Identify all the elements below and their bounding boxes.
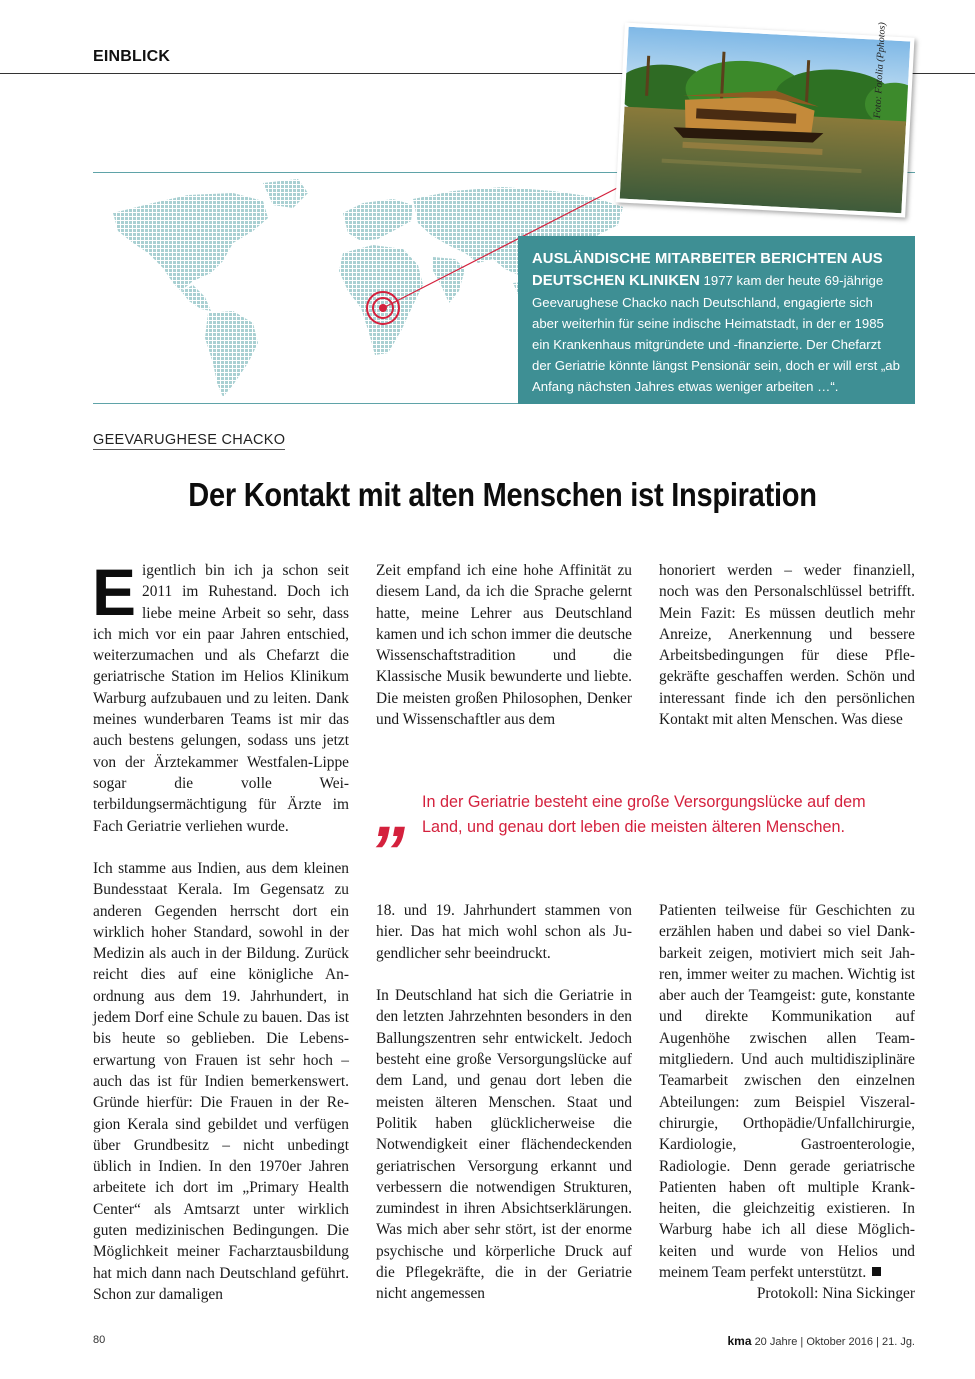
article-column-1	[92, 555, 349, 837]
article-column-2-bottom	[376, 900, 632, 1305]
article-paragraph: 18. und 19. Jahrhundert stammen von hier. Das hat mich wohl schon als Jugendlicher sehr beeindruckt.	[376, 902, 632, 962]
intro-box-heading: AUSLÄNDISCHE MITARBEITER BERICHTEN AUS DEUTSCHEN KLINIKEN	[532, 251, 883, 289]
protocol-credit: Protokoll: Nina Sickinger	[756, 1285, 915, 1303]
article-paragraph: Patienten teilweise für Geschichten zu erzählen haben und dabei so viel Dankbarkeit zeigen, motiviert mich seit Jahren, immer weiter zu machen. Wichtig ist aber auch der Teamgeist: gute, konstante und direkte Kommunikation auf Augenhöhe zwischen allen Teammitgliedern. Und auch multidisziplinäre Teamarbeit zwischen den einzelnen Abteilungen: zum Beispiel Viszeralchirurgie, Orthopädie/Unfallchirurgie, Kardiologie, Gastroenterologie, Radiologie. Denn gerade geriatrische Patienten haben oft multiple Krankheiten, die gleichzeitig existieren. In Warburg habe ich all diese Möglichkeiten und wurde von Helios und meinem Team perfekt unterstützt.	[659, 902, 915, 1282]
intro-box-text: 1977 kam der heute 69-jährige Geevarughese Chacko nach Deutschland, engagierte sich aber weiterhin für seine indische Heimatstadt, in der er 1985 ein Krankenhaus mitgründete und -finanzierte. Der Chefarzt der Geriatrie könnte längst Pensionär sein, doch er will erst „ab Anfang nächsten Jahres etwas weniger arbeiten …“.	[532, 273, 900, 394]
article-column-3-top	[659, 560, 915, 730]
article-column-3-bottom	[659, 900, 915, 1305]
page-number: 80	[93, 1334, 106, 1346]
article-paragraph: honoriert werden – weder finanziell, noch was den Personalschlüssel betrifft. Mein Fazit: Es müssen deutlich mehr Anreize, Anerkennung und bessere Arbeitsbedingungen für diese Pflegekräfte geschaffen werden. Schön und interessant finde ich den persönlichen Kontakt mit alten Menschen. Was diese	[659, 562, 915, 729]
article-column-2-top	[376, 560, 632, 730]
houseboat-photo	[615, 23, 914, 218]
article-paragraph: Zeit empfand ich eine hohe Affinität zu diesem Land, da ich die Sprache gelernt hatte, meine Lehrer aus Deutschland kamen und ich schon immer die deutsche Wissenschaftstradition und die Klassische Musik bewunderte und liebte. Die meisten großen Philosophen, Denker und Wissenschaftler aus dem	[376, 562, 632, 729]
photo-credit: Foto: Fotolia (Pphotos)	[872, 22, 889, 119]
pull-quote: In der Geriatrie besteht eine große Versorgungslücke auf dem Land, und genau dort leben die meisten älteren Menschen.	[422, 793, 866, 836]
drop-cap: E	[92, 555, 137, 629]
quote-mark-icon: „	[376, 772, 412, 852]
article-paragraph: In Deutschland hat sich die Geriatrie in den letzten Jahrzehnten besonders in den Ballungszentren sehr entwickelt. Jedoch besteht eine große Versorgungslücke auf dem Land, und genau dort leben die meisten älteren Menschen. Staat und Politik haben glücklicherweise die Notwendigkeit einer flächendeckenden geriatrischen Versorgung erkannt und verbessern die notwendigen Strukturen, zumindest in ihren Absichtserklärungen. Was mich aber sehr stört, ist der enorme psychische und körperliche Druck auf die Pflegekräfte, die in der Geriatrie nicht angemessen	[376, 987, 632, 1303]
article-paragraph: Eigentlich bin ich ja schon seit 2011 im Ruhestand. Doch ich liebe meine Arbeit so sehr, dass ich mich vor ein paar Jahren entschied, weiterzumachen und als Chefarzt die geriatrische Station im Helios Klinikum Warburg aufzubauen und zu leiten. Dank meines wunderbaren Teams ist mir das auch bestens gelungen, sodass uns jetzt von der Ärztekammer Westfalen-Lippe sogar die volle Weiterbildungsermächtigung für Ärzte im Fach Geriatrie verliehen wurde.	[92, 555, 349, 835]
footer-issue	[727, 1334, 915, 1348]
intro-box	[518, 236, 915, 404]
issue-info: 20 Jahre | Oktober 2016 | 21. Jg.	[754, 1336, 915, 1348]
end-mark-icon	[872, 1267, 881, 1276]
headline: Der Kontakt mit alten Menschen ist Inspiration	[188, 476, 817, 513]
author-kicker: GEEVARUGHESE CHACKO	[93, 432, 286, 448]
article-column-1-bottom	[93, 858, 349, 1305]
article-paragraph: Ich stamme aus Indien, aus dem kleinen Bundesstaat Kerala. Im Gegensatz zu anderen Gegenden herrscht dort ein wirklich hoher Standard, sowohl in der Medizin als auch in der Bildung. Zurück reicht dies auf eine königliche Anordnung aus dem 19. Jahrhundert, in jedem Dorf eine Schule zu bauen. Das ist bis heute so geblieben. Die Lebenserwartung von Frauen ist sehr hoch – auch das ist für Indien bemerkenswert. Gründe hierfür: Die Frauen in der Region Kerala sind gebildet und verfügen über Grundbesitz – nicht unbedingt üblich in Indien. In den 1970er Jahren arbeitete ich dort im „Primary Health Center“ als Amtsarzt unter wirklich guten medizinischen Bedingungen. Die Möglichkeit meiner Facharztausbildung hat mich dann nach Deutschland geführt. Schon zur damaligen	[93, 860, 349, 1303]
brand-logo: kma	[727, 1334, 752, 1348]
section-label: EINBLICK	[93, 48, 171, 65]
